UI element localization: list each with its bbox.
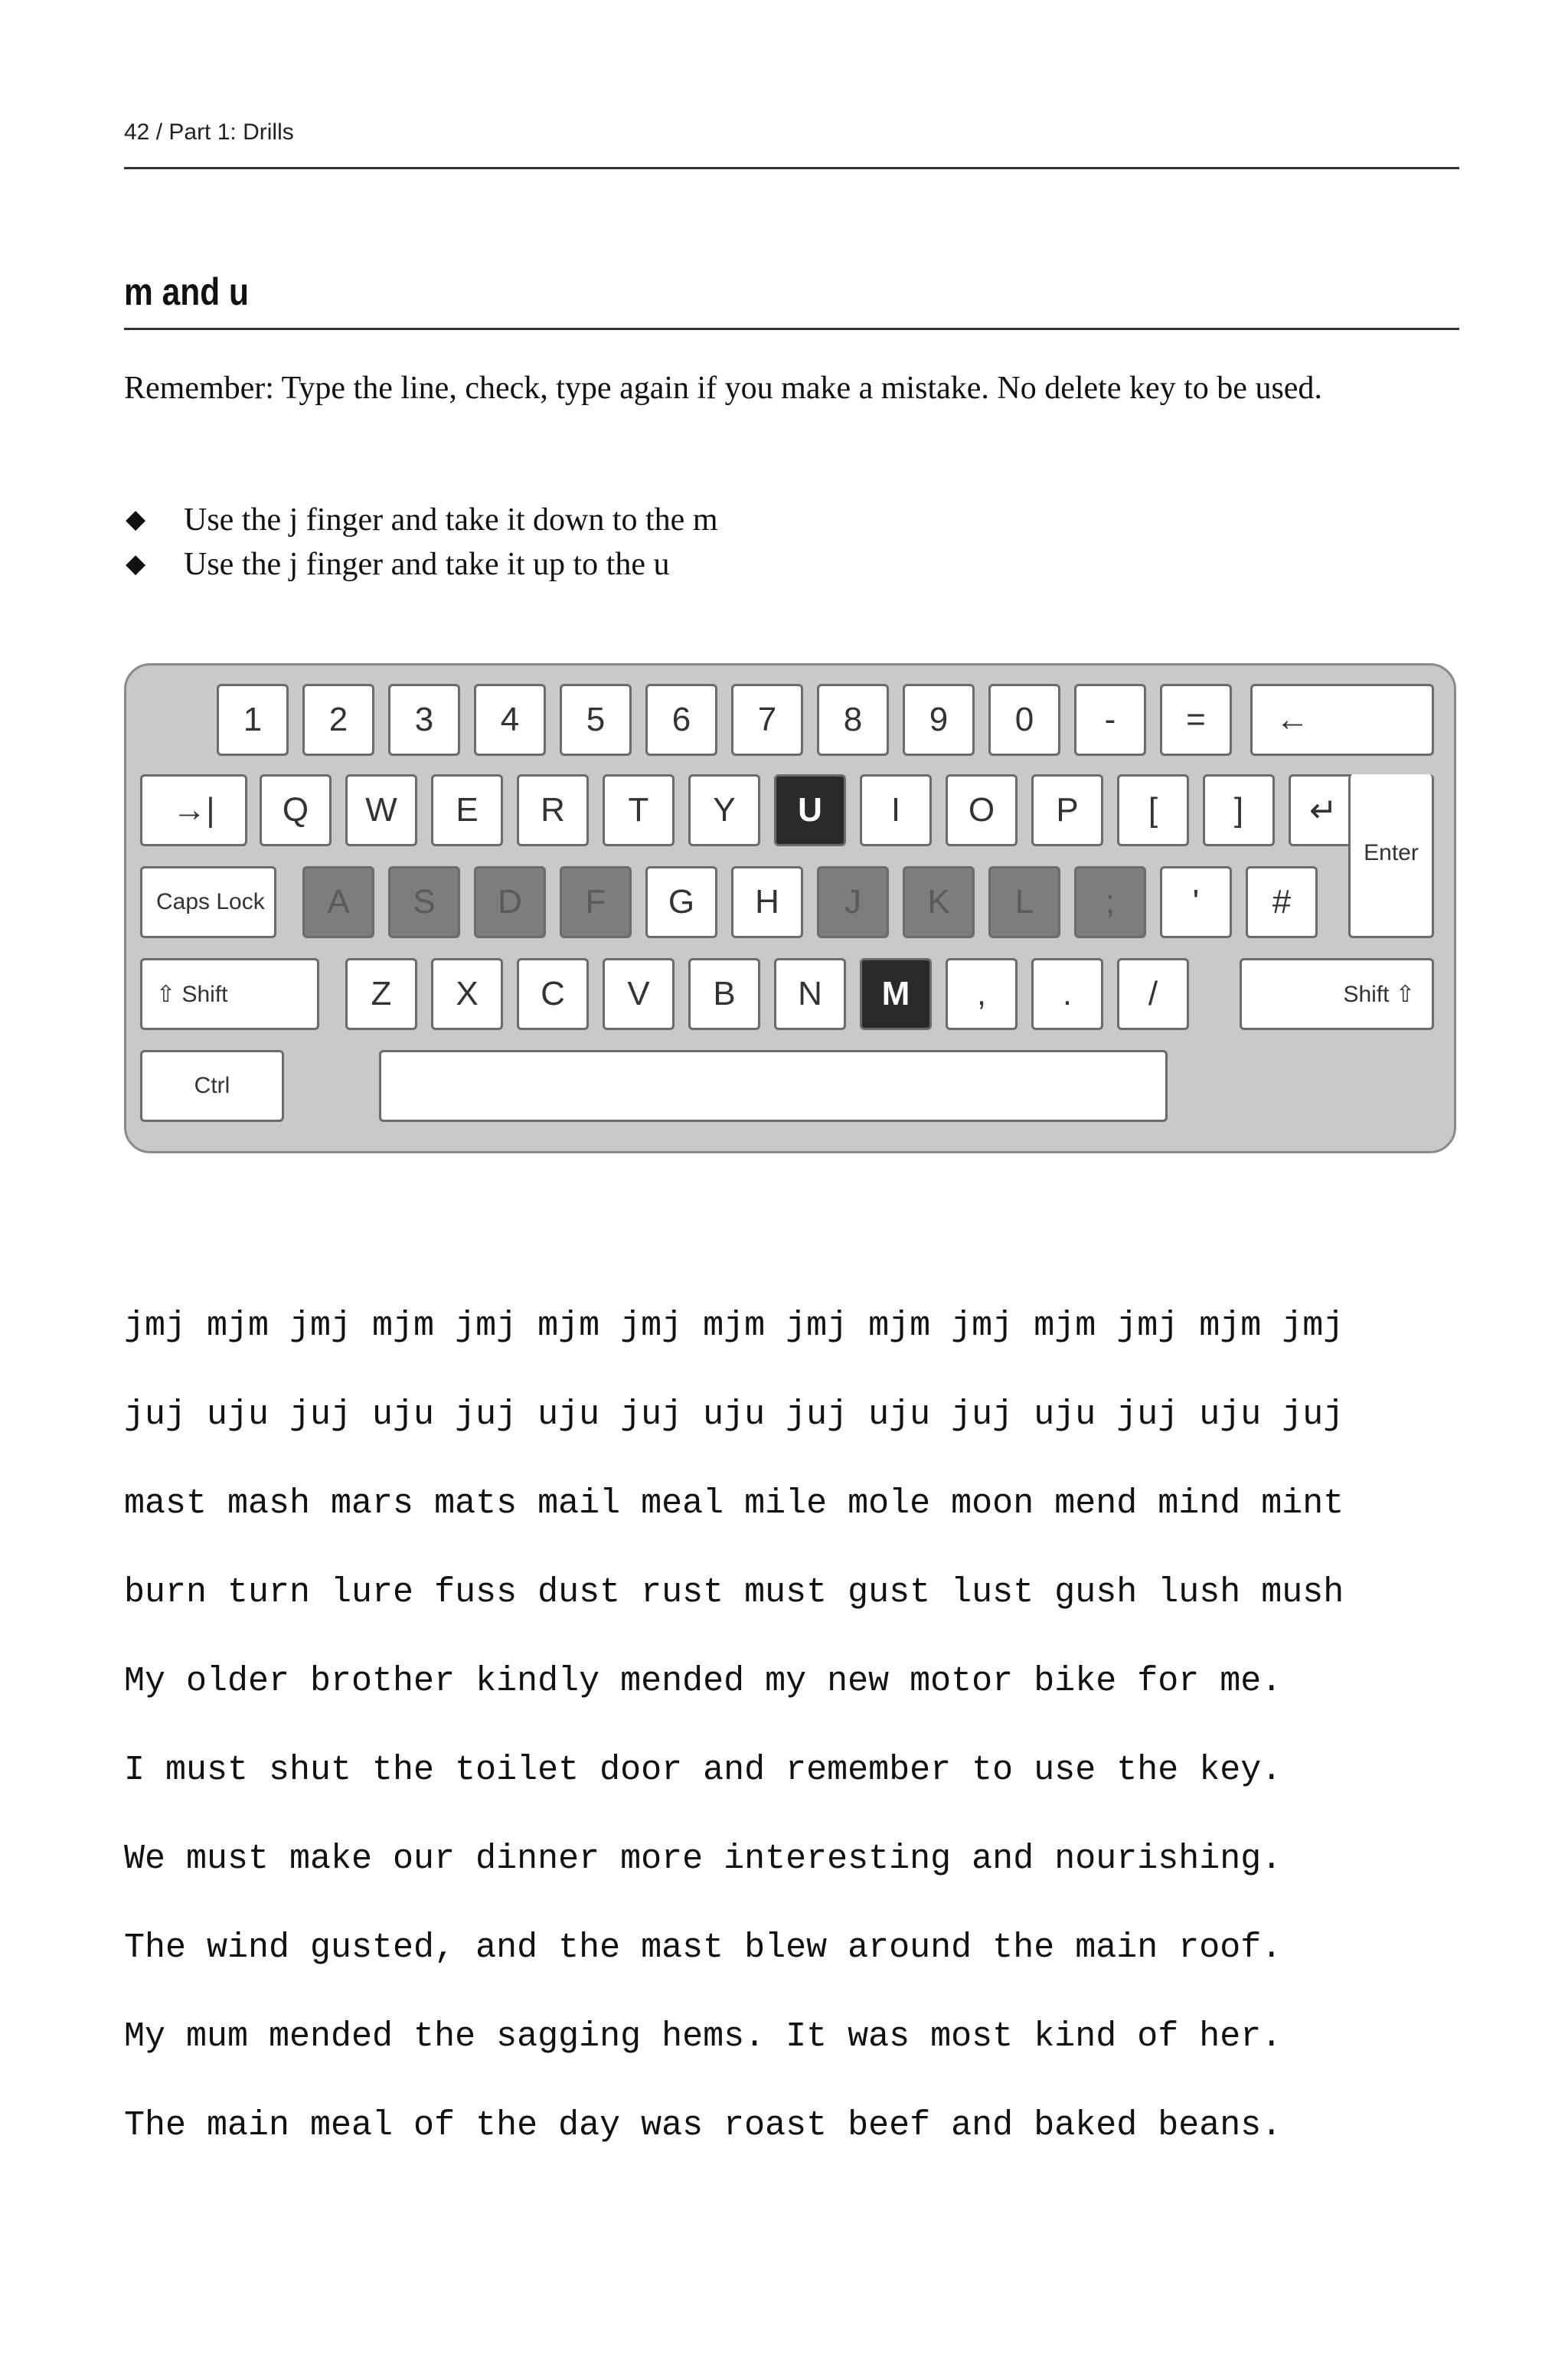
key-2: 2 bbox=[302, 684, 374, 756]
key-0: 0 bbox=[988, 684, 1060, 756]
key-v: V bbox=[603, 958, 675, 1030]
key-1: 1 bbox=[217, 684, 289, 756]
instruction-item: ◆ Use the j finger and take it up to the u bbox=[124, 542, 718, 587]
drill-line: mast mash mars mats mail meal mile mole moon mend mind mint bbox=[124, 1484, 1344, 1523]
key-p: P bbox=[1031, 774, 1103, 846]
header-rule bbox=[124, 167, 1459, 169]
drill-lines bbox=[124, 1302, 1459, 2190]
drill-line: burn turn lure fuss dust rust must gust lust gush lush mush bbox=[124, 1573, 1344, 1612]
key-a: A bbox=[302, 866, 374, 938]
key-apostrophe: ' bbox=[1160, 866, 1232, 938]
key-u-highlighted: U bbox=[774, 774, 846, 846]
title-rule bbox=[124, 328, 1459, 330]
key-m-highlighted: M bbox=[860, 958, 932, 1030]
key-t: T bbox=[603, 774, 675, 846]
key-c: C bbox=[517, 958, 589, 1030]
key-d: D bbox=[474, 866, 546, 938]
key-w: W bbox=[345, 774, 417, 846]
key-3: 3 bbox=[388, 684, 460, 756]
caps-lock-key: Caps Lock bbox=[140, 866, 276, 938]
key-equals: = bbox=[1160, 684, 1232, 756]
key-semicolon: ; bbox=[1074, 866, 1146, 938]
key-7: 7 bbox=[731, 684, 803, 756]
key-4: 4 bbox=[474, 684, 546, 756]
drill-line: The wind gusted, and the mast blew around the main roof. bbox=[124, 1928, 1282, 1967]
key-left-bracket: [ bbox=[1117, 774, 1189, 846]
drill-line: juj uju juj uju juj uju juj uju juj uju juj uju juj uju juj bbox=[124, 1395, 1344, 1434]
intro-paragraph: Remember: Type the line, check, type again if you make a mistake. No delete key to be used. bbox=[124, 371, 1322, 406]
key-6: 6 bbox=[645, 684, 717, 756]
instruction-item: ◆ Use the j finger and take it down to the m bbox=[124, 498, 718, 542]
key-e: E bbox=[431, 774, 503, 846]
enter-key bbox=[1348, 774, 1434, 938]
key-r: R bbox=[517, 774, 589, 846]
running-head: 42 / Part 1: Drills bbox=[124, 119, 294, 145]
key-z: Z bbox=[345, 958, 417, 1030]
drill-line: My older brother kindly mended my new motor bike for me. bbox=[124, 1662, 1282, 1701]
key-i: I bbox=[860, 774, 932, 846]
key-right-bracket: ] bbox=[1203, 774, 1275, 846]
key-minus: - bbox=[1074, 684, 1146, 756]
key-hash: # bbox=[1246, 866, 1318, 938]
tab-key: →| bbox=[140, 774, 247, 846]
backspace-key: ← bbox=[1250, 684, 1434, 756]
section-title: m and u bbox=[124, 270, 249, 313]
space-bar bbox=[379, 1050, 1168, 1122]
right-shift-key: Shift ⇧ bbox=[1240, 958, 1434, 1030]
diamond-bullet-icon: ◆ bbox=[126, 505, 146, 534]
key-period: . bbox=[1031, 958, 1103, 1030]
key-f: F bbox=[560, 866, 632, 938]
instruction-list bbox=[124, 498, 718, 587]
key-slash: / bbox=[1117, 958, 1189, 1030]
key-comma: , bbox=[946, 958, 1018, 1030]
key-s: S bbox=[388, 866, 460, 938]
drill-line: The main meal of the day was roast beef and baked beans. bbox=[124, 2106, 1282, 2145]
diamond-bullet-icon: ◆ bbox=[126, 550, 146, 578]
key-8: 8 bbox=[817, 684, 889, 756]
left-shift-key: ⇧ Shift bbox=[140, 958, 319, 1030]
key-9: 9 bbox=[903, 684, 975, 756]
drill-line: My mum mended the sagging hems. It was most kind of her. bbox=[124, 2017, 1282, 2056]
key-x: X bbox=[431, 958, 503, 1030]
enter-key-label: Enter bbox=[1364, 840, 1419, 865]
key-q: Q bbox=[260, 774, 332, 846]
keyboard-diagram bbox=[124, 663, 1456, 1153]
key-b: B bbox=[688, 958, 760, 1030]
key-y: Y bbox=[688, 774, 760, 846]
key-h: H bbox=[731, 866, 803, 938]
key-n: N bbox=[774, 958, 846, 1030]
key-g: G bbox=[645, 866, 717, 938]
drill-line: We must make our dinner more interesting and nourishing. bbox=[124, 1840, 1282, 1879]
key-o: O bbox=[946, 774, 1018, 846]
drill-line: jmj mjm jmj mjm jmj mjm jmj mjm jmj mjm jmj mjm jmj mjm jmj bbox=[124, 1307, 1344, 1346]
ctrl-key: Ctrl bbox=[140, 1050, 284, 1122]
key-5: 5 bbox=[560, 684, 632, 756]
key-j: J bbox=[817, 866, 889, 938]
return-arrow-icon: ↵ bbox=[1289, 774, 1434, 846]
key-l: L bbox=[988, 866, 1060, 938]
key-k: K bbox=[903, 866, 975, 938]
drill-line: I must shut the toilet door and remember to use the key. bbox=[124, 1751, 1282, 1790]
